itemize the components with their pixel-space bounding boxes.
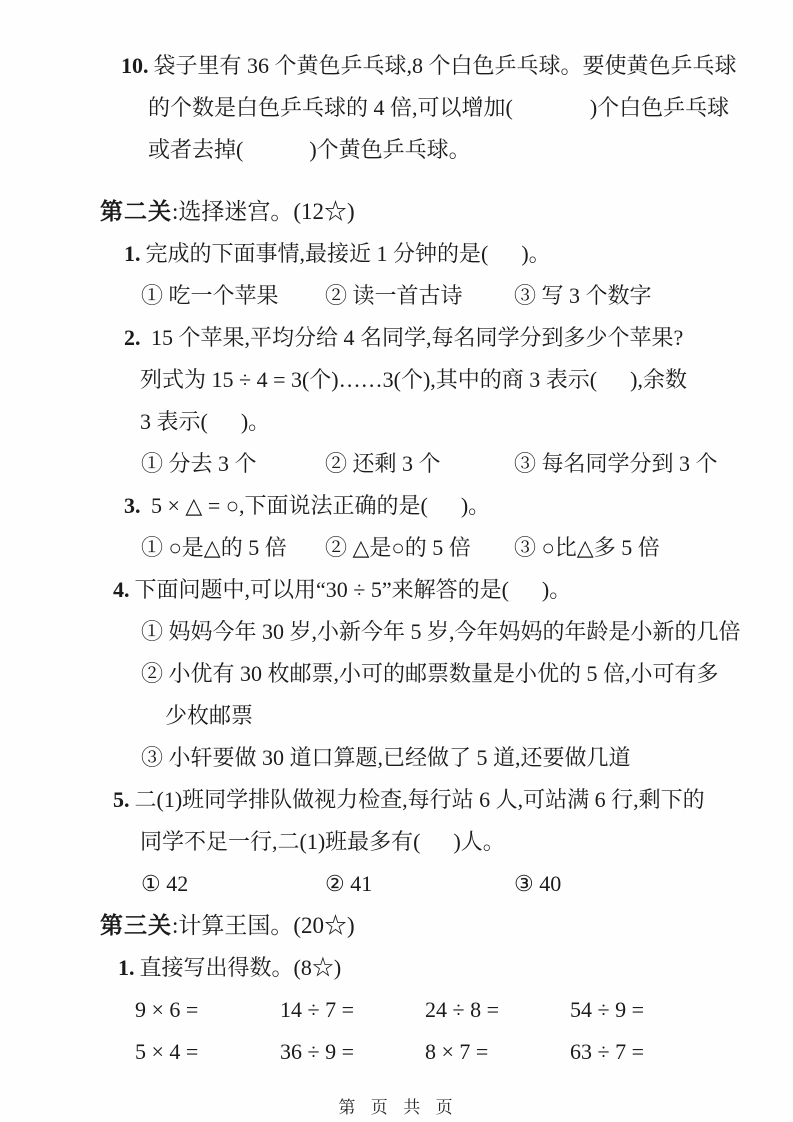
option-2: ② △是○的 5 倍 [325, 535, 471, 560]
option-3: ③ ○比△多 5 倍 [514, 535, 660, 560]
question-1-stem [0, 233, 793, 275]
option-1: ① 吃一个苹果 [141, 283, 279, 308]
question-4-option-1: ① 妈妈今年 30 岁,小新今年 5 岁,今年妈妈的年龄是小新的几倍 [141, 619, 741, 644]
question-10 [0, 45, 793, 171]
option-2: ② 读一首古诗 [325, 283, 463, 308]
calc-row-1 [0, 989, 793, 1031]
calc-question-1-text: 直接写出得数。(8☆) [139, 955, 342, 980]
calc-question-1-number: 1. [118, 955, 135, 980]
calc-expression: 24 ÷ 8 = [425, 997, 499, 1022]
option-1: ① 分去 3 个 [141, 451, 257, 476]
section-2-title: 第二关 [100, 199, 172, 224]
option-1: ① ○是△的 5 倍 [141, 535, 287, 560]
calc-expression: 63 ÷ 7 = [570, 1039, 644, 1064]
option-3: ③ 写 3 个数字 [514, 283, 652, 308]
calc-expression: 9 × 6 = [135, 997, 199, 1022]
option-3: ③ 40 [514, 871, 562, 896]
calc-expression: 54 ÷ 9 = [570, 997, 644, 1022]
question-4-number: 4. [113, 577, 130, 602]
question-5-stem [0, 779, 793, 821]
question-4-stem [0, 569, 793, 611]
calc-row-2 [0, 1031, 793, 1073]
section-3-heading [0, 905, 793, 947]
question-2-text: 15 个苹果,平均分给 4 名同学,每名同学分到多少个苹果? [145, 325, 684, 350]
question-4-option-2-line-2: 少枚邮票 [165, 703, 254, 728]
question-10-line-3: 或者去掉( )个黄色乒乓球。 [148, 137, 471, 162]
question-2-number: 2. [124, 325, 141, 350]
section-2-heading [0, 191, 793, 233]
question-10-text: 袋子里有 36 个黄色乒乓球,8 个白色乒乓球。要使黄色乒乓球 [153, 53, 737, 78]
question-2 [0, 317, 793, 485]
option-3: ③ 每名同学分到 3 个 [514, 451, 718, 476]
question-4-option-3: ③ 小轩要做 30 道口算题,已经做了 5 道,还要做几道 [141, 745, 631, 770]
section-2-subtitle: :选择迷宫。(12☆) [172, 199, 355, 224]
calc-question-1-stem [0, 947, 793, 989]
question-10-line-2: 的个数是白色乒乓球的 4 倍,可以增加( )个白色乒乓球 [148, 95, 730, 120]
question-2-line-2: 列式为 15 ÷ 4 = 3(个)……3(个),其中的商 3 表示( ),余数 [140, 367, 687, 392]
question-5 [0, 779, 793, 905]
question-1-options [0, 275, 793, 317]
question-1 [0, 233, 793, 317]
question-1-text: 完成的下面事情,最接近 1 分钟的是( )。 [145, 241, 551, 266]
question-3-stem [0, 485, 793, 527]
calc-expression: 36 ÷ 9 = [280, 1039, 354, 1064]
calc-question-1 [0, 947, 793, 1073]
question-4-option-2-line-1: ② 小优有 30 枚邮票,小可的邮票数量是小优的 5 倍,小可有多 [141, 661, 719, 686]
question-3-text: 5 × △ = ○,下面说法正确的是( )。 [145, 493, 491, 518]
question-5-line-2: 同学不足一行,二(1)班最多有( )人。 [140, 829, 505, 854]
option-2: ② 还剩 3 个 [325, 451, 441, 476]
option-1: ① 42 [141, 871, 189, 896]
question-3 [0, 485, 793, 569]
question-1-number: 1. [124, 241, 141, 266]
calc-expression: 8 × 7 = [425, 1039, 489, 1064]
question-5-options [0, 863, 793, 905]
question-10-number: 10. [121, 53, 149, 78]
question-4-text: 下面问题中,可以用“30 ÷ 5”来解答的是( )。 [134, 577, 572, 602]
section-3-title: 第三关 [100, 913, 172, 938]
page-footer: 第 页 共 页 [338, 1098, 455, 1117]
calc-expression: 14 ÷ 7 = [280, 997, 354, 1022]
question-5-number: 5. [113, 787, 130, 812]
question-5-text: 二(1)班同学排队做视力检查,每行站 6 人,可站满 6 行,剩下的 [134, 787, 705, 812]
question-3-number: 3. [124, 493, 141, 518]
option-2: ② 41 [325, 871, 373, 896]
question-2-stem [0, 317, 793, 359]
question-2-line-3: 3 表示( )。 [140, 409, 271, 434]
calc-expression: 5 × 4 = [135, 1039, 199, 1064]
question-3-options [0, 527, 793, 569]
question-10-line-1 [0, 45, 793, 87]
question-2-options [0, 443, 793, 485]
section-3-subtitle: :计算王国。(20☆) [172, 913, 355, 938]
question-4 [0, 569, 793, 779]
